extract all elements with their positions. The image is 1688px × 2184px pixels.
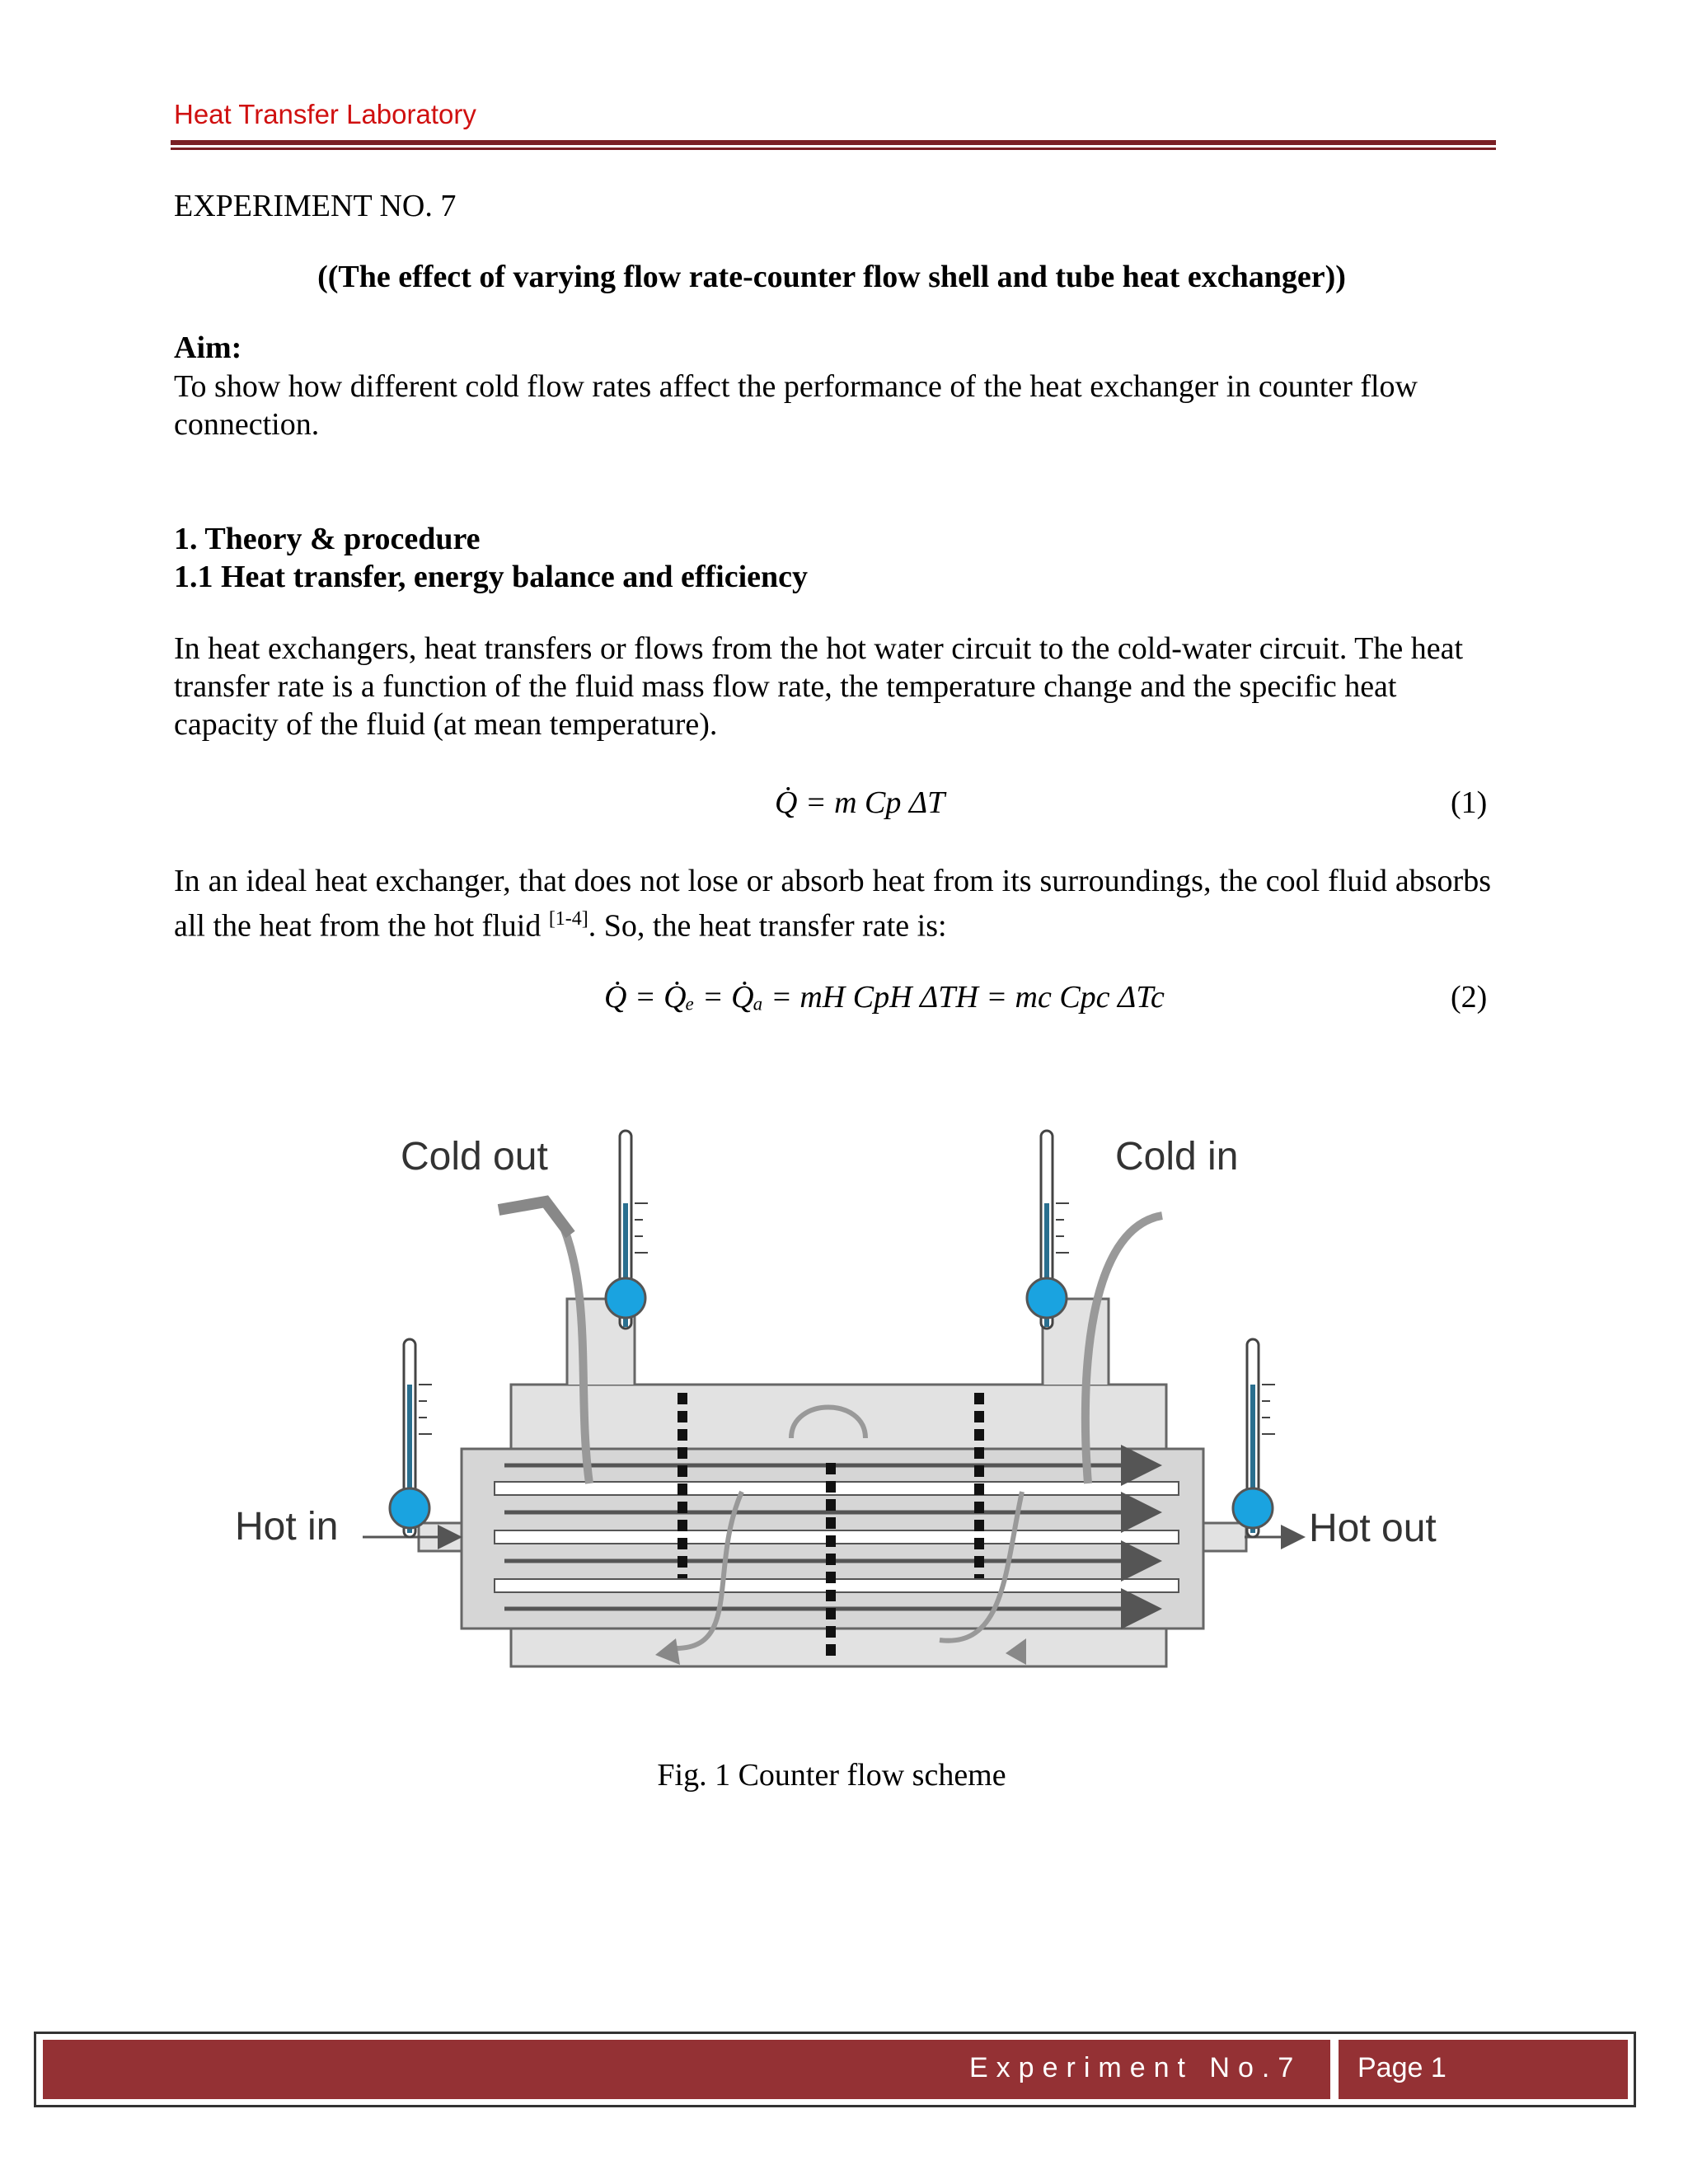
document-title: ((The effect of varying flow rate-counter flow shell and tube heat exchanger)) [317, 260, 1346, 294]
header-title: Heat Transfer Laboratory [174, 99, 476, 129]
footer-page-number: Page 1 [1357, 2052, 1447, 2083]
label-hot-in: Hot in [235, 1505, 339, 1549]
footer-experiment: Experiment No.7 [969, 2052, 1302, 2083]
header-rule [171, 140, 1496, 145]
figure-caption: Fig. 1 Counter flow scheme [657, 1758, 1006, 1793]
reference-citation: [1-4] [548, 908, 588, 930]
thermometer-cold-out [606, 1131, 648, 1329]
label-cold-in: Cold in [1115, 1135, 1239, 1179]
aim-text: To show how different cold flow rates affect the performance of the heat exchanger in counter flow connection. [174, 369, 1418, 442]
experiment-number: EXPERIMENT NO. 7 [174, 189, 457, 223]
label-cold-out: Cold out [401, 1135, 548, 1179]
thermometer-cold-in [1027, 1131, 1069, 1329]
subsection-heading: 1.1 Heat transfer, energy balance and efficiency [174, 560, 808, 594]
counter-flow-diagram [214, 1104, 1467, 1698]
section-heading: 1. Theory & procedure [174, 522, 481, 556]
thermometer-hot-in [390, 1339, 432, 1537]
label-hot-out: Hot out [1309, 1507, 1437, 1550]
equation-1-number: (1) [1451, 785, 1488, 820]
hot-out-nozzle [1203, 1523, 1246, 1551]
thermometer-hot-out [1233, 1339, 1275, 1537]
equation-2: Q̇ = Q̇ₑ = Q̇ₐ = mH CpH ΔTH = mc Cpc ΔTc [604, 980, 1165, 1015]
cold-out-arrow [499, 1202, 570, 1235]
paragraph-text: In an ideal heat exchanger, that does not lose or absorb heat from its surroundings, the cool fluid absorbs all the heat from the hot fluid [174, 864, 1491, 944]
equation-1: Q̇ = m Cp ΔT [775, 785, 945, 820]
paragraph-ideal-exchanger [174, 862, 1491, 945]
equation-2-number: (2) [1451, 980, 1488, 1015]
paragraph-heat-transfer: In heat exchangers, heat transfers or flows from the hot water circuit to the cold-water circuit. The heat transfer rate is a function of the fluid mass flow rate, the temperature change and the specific heat capacity of the fluid (at mean temperature). [174, 631, 1464, 742]
aim-heading: Aim: [174, 330, 242, 365]
header-rule-thin [171, 148, 1496, 150]
paragraph-tail: . So, the heat transfer rate is: [588, 908, 947, 944]
